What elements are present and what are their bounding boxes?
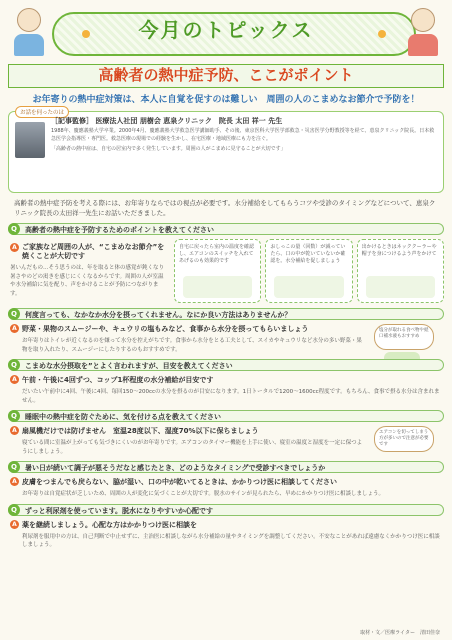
answer-6 — [8, 520, 444, 530]
answer-1-body: 暑いんだもの…そう思うのは、年を取ると体の感覚が鈍くなり暑さやのどの渇きを感じにくくなるからです。周囲の人が室温や水分補給に気を配り、声をかけることが予防につながります。 — [10, 265, 165, 297]
q-badge: Q — [8, 410, 20, 422]
q-badge: Q — [8, 461, 20, 473]
question-3-title: こまめな水分摂取を”とよく言われますが、目安を教えてください — [25, 362, 233, 370]
question-6-title: ずっと利尿剤を使っています。脱水になりやすいか心配です — [25, 506, 214, 515]
question-4 — [8, 410, 444, 422]
tip-card-2-text: おしっこの量（回数）が減っていたら、口の中が乾いていないか確認を。水分補給を促しましょう — [270, 244, 346, 264]
a-badge: A — [10, 243, 19, 252]
question-5 — [8, 461, 444, 473]
tip-card-1 — [174, 239, 261, 303]
a-badge: A — [10, 520, 19, 529]
page-headline: 高齢者の熱中症予防、ここがポイント — [8, 64, 444, 88]
doctor-photo — [15, 122, 45, 158]
q-badge: Q — [8, 359, 20, 371]
answer-3-body: だいたい午前中に4回、午後に4回、毎回150〜200ccの水分を摂るのが目安になります。1日トータルで1200〜1600cc程度です。もちろん、食事で摂る水分は含まれません。 — [22, 389, 440, 404]
answer-1-heading: ご家族など周囲の人が、“こまめなお節介”を焼くことが大切です — [22, 243, 165, 260]
question-3 — [8, 359, 444, 371]
answer-5-heading: 皮膚をつまんでも戻らない、脇が湿い、口の中が乾いてるときは、かかりつけ医に相談してください — [22, 478, 337, 486]
answer-4-heading: 扇風機だけでは防げません 室温28度以下、湿度70%以下に保ちましょう — [22, 427, 259, 435]
answer-6-heading: 薬を継続しましょう。心配な方はかかりつけ医に相談を — [22, 520, 197, 529]
doctor-name: ［記事監修］ 医療法人社団 朋樹会 恵泉クリニック 院長 太田 祥一 先生 — [51, 117, 283, 125]
tip-card-1-text: 自宅に戻ったら室内の温度を確認し、エアコンのスイッチを入れてあげるのも効果的です — [179, 244, 255, 264]
answer-6-body: 利尿剤を服用中の方は、自己判断で中止せずに、主治医に相談しながら水分補給の量やタイミングを調整してください。不安なことがあれば遠慮なくかかりつけ医に相談しましょう。 — [22, 533, 440, 548]
air-conditioner-illustration — [183, 276, 252, 298]
a-badge: A — [10, 324, 19, 333]
answer-2-heading: 野菜・果物のスムージーや、キュウリの塩もみなど、食事から水分を摂ってもらいましょう — [22, 325, 309, 333]
question-2 — [8, 308, 444, 320]
tip-card-2 — [265, 239, 352, 303]
question-1-title: 高齢者の熱中症を予防するためのポイントを教えてください — [25, 226, 214, 234]
q-badge: Q — [8, 223, 20, 235]
doctor-figure-right — [406, 8, 440, 58]
doctor-note: 「高齢者の熱中症は、自宅の居室内で多く発生しています。周囲の人がこまめに見守ることが大切です」 — [51, 146, 286, 152]
question-1 — [8, 223, 444, 235]
sun-hat-illustration — [366, 276, 435, 298]
q-badge: Q — [8, 308, 20, 320]
answer-3-heading: 午前・午後に4回ずつ、コップ1杯程度の水分補給が目安です — [22, 376, 214, 384]
answer-4-body: 寝ている間に室温が上がっても気づきにくいのがお年寄りです。エアコンのタイマー機能を上手に使い、寝室の温度と湿度を一定に保つようにしましょう。 — [22, 440, 363, 455]
answer-1 — [8, 243, 168, 261]
answer-4-callout: エアコンを切ってしまう方が多いので注意が必要です — [374, 426, 434, 452]
question-5-title: 暑い日が続いて調子が悪そうだなと感じたとき、どのようなタイミングで受診すべきでしょうか — [25, 464, 326, 472]
question-4-title: 睡眠中の熱中症を防ぐために、気を付ける点を教えてください — [25, 413, 221, 421]
a-badge: A — [10, 477, 19, 486]
answer-5 — [8, 477, 444, 487]
intro-text: 高齢者の熱中症予防を考える際には、お年寄りならではの視点が必要です。水分補給をしてもらうコツや受診のタイミングなどについて、恵泉クリニック院長の太田祥一先生にお話いただきました。 — [14, 199, 436, 217]
banner — [8, 4, 444, 60]
doctor-tag: お話を伺ったのは — [15, 106, 69, 118]
answer-5-body: お年寄りは自覚症状が乏しいため、周囲の人が変化に気づくことが大切です。脱水のサインが見られたら、早めにかかりつけ医に相談しましょう。 — [22, 491, 384, 497]
question-2-title: 何度言っても、なかなか水分を摂ってくれません。なにか良い方法はありませんか？ — [25, 311, 292, 319]
credit: 取材・文／医療ライター 清田佳奈 — [360, 630, 440, 636]
banner-title: 今月のトピックス — [138, 18, 314, 42]
answer-2-callout: 塩分が取れる食べ物や経口補水液もおすすめ — [374, 324, 434, 350]
tip-card-3 — [357, 239, 444, 303]
tip-card-3-text: 出かけるときはネッククーラーや帽子を身につけるよう声をかけて — [361, 244, 437, 257]
question-6 — [8, 504, 444, 516]
answer-2-body: お年寄りはトイレが近くなるのを嫌って水分を控えがちです。食事から水分をとる工夫として、スイカやキュウリなど水分の多い野菜・果物を取り入れたり、スムージーにしたりするのもおすすめです。 — [22, 338, 362, 353]
a-badge: A — [10, 375, 19, 384]
q-badge: Q — [8, 504, 20, 516]
elderly-illustration — [274, 276, 343, 298]
doctor-profile — [8, 111, 444, 193]
doctor-bio: 1988年、慶應義塾大学卒業。2000年4月、慶應義塾大学救急医学講師助手、その後、東京医科大学医学部救急・災害医学分野教授等を経て、恵泉クリニック院長。日本救急医学会指導医・専門医。救急医療の現場での経験を生かし、在宅医療・地域医療にも力を注ぐ。 — [51, 128, 435, 142]
page-subhead: お年寄りの熱中症対策は、本人に自覚を促すのは難しい 周囲の人のこまめなお節介で予防を！ — [32, 95, 420, 105]
answer-3 — [8, 375, 444, 385]
a-badge: A — [10, 426, 19, 435]
